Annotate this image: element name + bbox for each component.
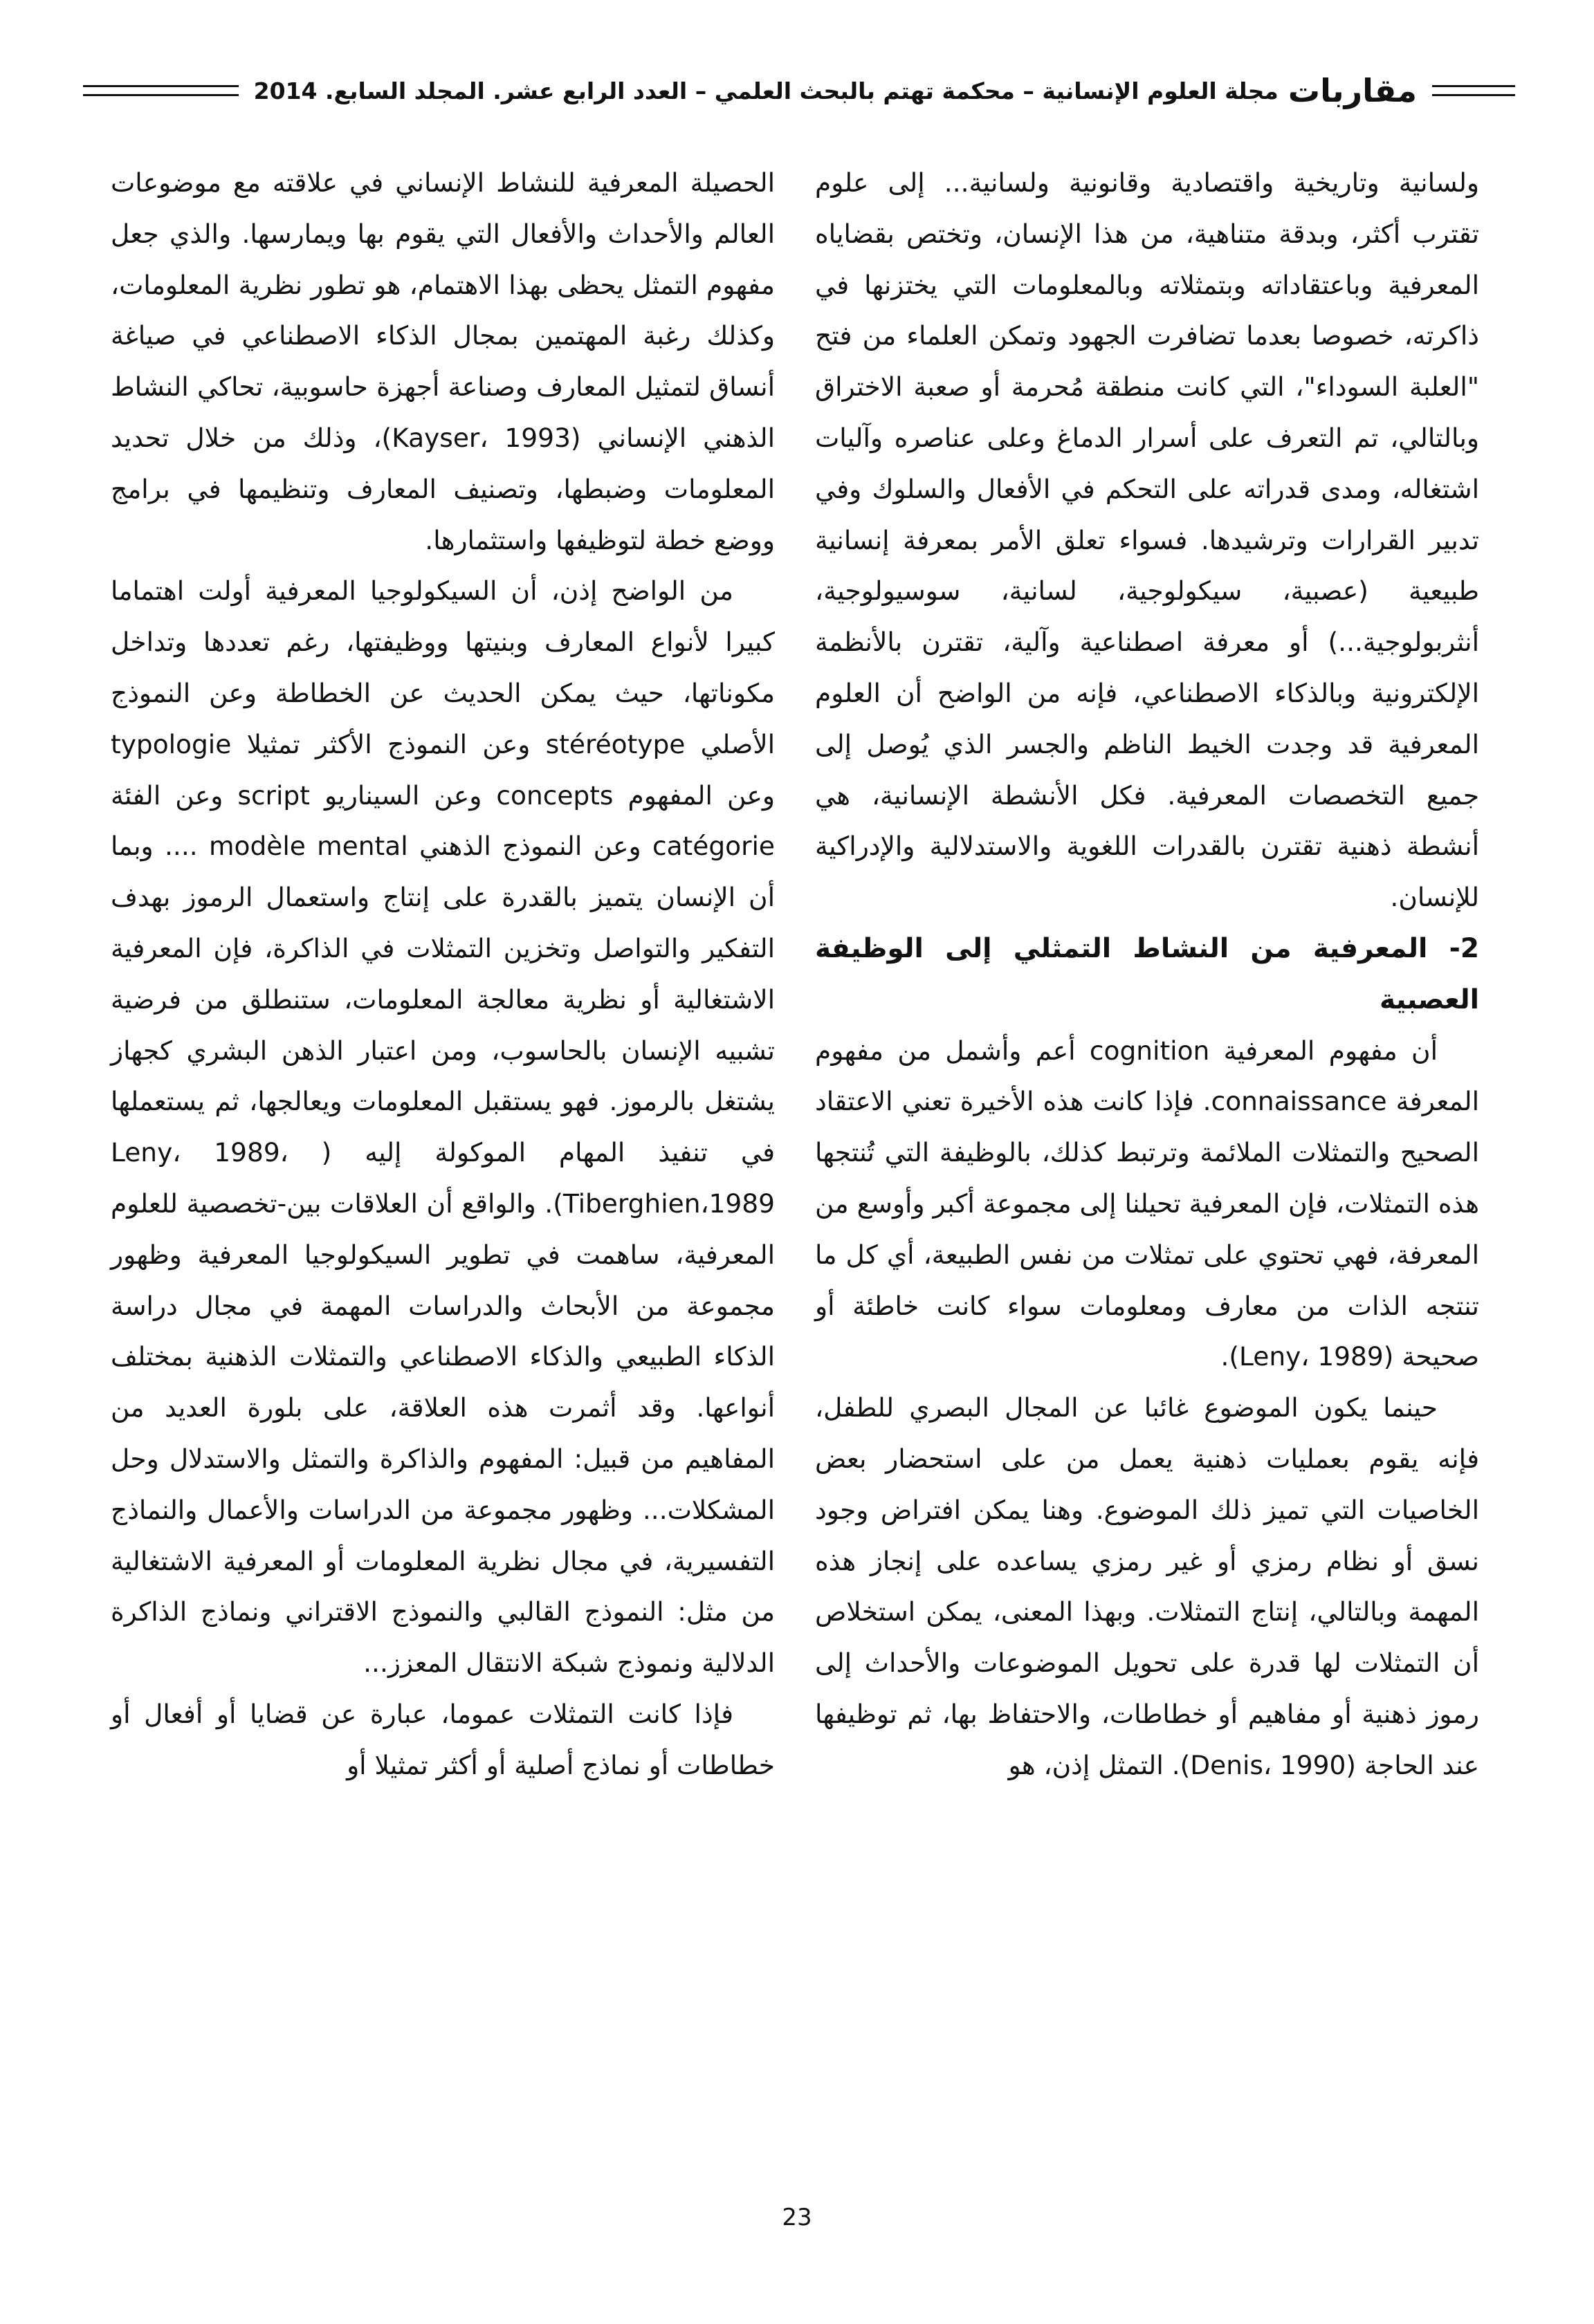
journal-header-text: مجلة العلوم الإنسانية – محكمة تهتم بالبحث العلمي – العدد الرابع عشر. المجلد السابع. 2014 xyxy=(253,77,1279,104)
journal-brand: مقاربات xyxy=(1288,72,1417,109)
paragraph: ولسانية وتاريخية واقتصادية وقانونية ولسانية... إلى علوم تقترب أكثر، وبدقة متناهية، من هذا الإنسان، وتختص بقضاياه المعرفية وباعتقاداته وبتمثلاته وبالمعلومات التي يختزنها في ذاكرته، خصوصا بعدما تضافرت الجهود وتمكن العلماء من فتح "العلبة السوداء"، التي كانت منطقة مُحرمة أو صعبة الاختراق وبالتالي، تم التعرف على أسرار الدماغ وعلى عناصره وآليات اشتغاله، ومدى قدراته على التحكم في الأفعال والسلوك وفي تدبير القرارات وترشيدها. فسواء تعلق الأمر بمعرفة إنسانية طبيعية (عصبية، سيكولوجية، لسانية، سوسيولوجية، أنثربولوجية...) أو معرفة اصطناعية وآلية، تقترن بالأنظمة الإلكترونية وبالذكاء الاصطناعي، فإنه من الواضح أن العلوم المعرفية قد وجدت الخيط الناظم والجسر الذي يُوصل إلى جميع التخصصات المعرفية. فكل الأنشطة الإنسانية، هي أنشطة ذهنية تقترن بالقدرات اللغوية والاستدلالية والإدراكية للإنسان. xyxy=(815,167,1479,913)
left-column xyxy=(111,158,775,1791)
paragraph: فإذا كانت التمثلات عموما، عبارة عن قضايا أو أفعال أو خطاطات أو نماذج أصلية أو أكثر تمثيلا أو xyxy=(111,1698,775,1780)
paragraph: أن مفهوم المعرفية cognition أعم وأشمل من مفهوم المعرفة connaissance. فإذا كانت هذه الأخيرة تعني الاعتقاد الصحيح والتمثلات الملائمة وترتبط كذلك، بالوظيفة التي تُنتجها هذه التمثلات، فإن المعرفية تحيلنا إلى مجموعة أكبر وأوسع من المعرفة، فهي تحتوي على تمثلات من نفس الطبيعة، أي كل ما تنتجه الذات من معارف ومعلومات سواء كانت خاطئة أو صحيحة (Leny، 1989). xyxy=(815,1035,1480,1372)
paragraph: الحصيلة المعرفية للنشاط الإنساني في علاقته مع موضوعات العالم والأحداث والأفعال التي يقوم بها ويمارسها. والذي جعل مفهوم التمثل يحظى بهذا الاهتمام، هو تطور نظرية المعلومات، وكذلك رغبة المهتمين بمجال الذكاء الاصطناعي في صياغة أنساق لتمثيل المعارف وصناعة أجهزة حاسوبية، تحاكي النشاط الذهني الإنساني (Kayser، 1993)، وذلك من خلال تحديد المعلومات وضبطها، وتصنيف المعارف وتنظيمها في برامج ووضع خطة لتوظيفها واستثمارها. xyxy=(111,167,776,555)
header-rule-right xyxy=(1432,85,1515,96)
paragraph: حينما يكون الموضوع غائبا عن المجال البصري للطفل، فإنه يقوم بعمليات ذهنية يعمل من على استحضار بعض الخاصيات التي تميز ذلك الموضوع. وهنا يمكن افتراض وجود نسق أو نظام رمزي أو غير رمزي يساعده على إنجاز هذه المهمة وبالتالي، إنتاج التمثلات. وبهذا المعنى، يمكن استخلاص أن التمثلات لها قدرة على تحويل الموضوعات والأحداث إلى رموز ذهنية أو مفاهيم أو خطاطات، والاحتفاظ بها، ثم توظيفها عند الحاجة (Denis، 1990). التمثل إذن، هو xyxy=(815,1392,1479,1780)
header-rule-left xyxy=(83,85,239,96)
paragraph: من الواضح إذن، أن السيكولوجيا المعرفية أولت اهتماما كبيرا لأنواع المعارف وبنيتها ووظيفتها، رغم تعددها وتداخل مكوناتها، حيث يمكن الحديث عن الخطاطة وعن النموذج الأصلي stéréotype وعن النموذج الأكثر تمثيلا typologie وعن المفهوم concepts وعن السيناريو script وعن الفئة catégorie وعن النموذج الذهني modèle mental .... وبما أن الإنسان يتميز بالقدرة على إنتاج واستعمال الرموز بهدف التفكير والتواصل وتخزين التمثلات في الذاكرة، فإن المعرفية الاشتغالية أو نظرية معالجة المعلومات، ستنطلق من فرضية تشبيه الإنسان بالحاسوب، ومن اعتبار الذهن البشري كجهاز يشتغل بالرموز. فهو يستقبل المعلومات ويعالجها، ثم يستعملها في تنفيذ المهام الموكولة إليه ( Leny، 1989، Tiberghien،1989). والواقع أن العلاقات بين-تخصصية للعلوم المعرفية، ساهمت في تطوير السيكولوجيا المعرفية وظهور مجموعة من الأبحاث والدراسات المهمة في مجال دراسة الذكاء الطبيعي والذكاء الاصطناعي والتمثلات الذهنية بمختلف أنواعها. وقد أثمرت هذه العلاقة، على بلورة العديد من المفاهيم من قبيل: المفهوم والذاكرة والتمثل والاستدلال وحل المشكلات... وظهور مجموعة من الدراسات والأعمال والنماذج التفسيرية، في مجال نظرية المعلومات أو المعرفية الاشتغالية من مثل: النموذج القالبي والنموذج الاقتراني ونماذج الذاكرة الدلالية ونموذج شبكة الانتقال المعزز... xyxy=(111,575,775,1679)
right-column xyxy=(815,158,1479,1791)
page-number: 23 xyxy=(782,2204,812,2231)
journal-header xyxy=(83,66,1515,115)
section-heading: 2- المعرفية من النشاط التمثلي إلى الوظيفة العصبية xyxy=(815,932,1479,1015)
